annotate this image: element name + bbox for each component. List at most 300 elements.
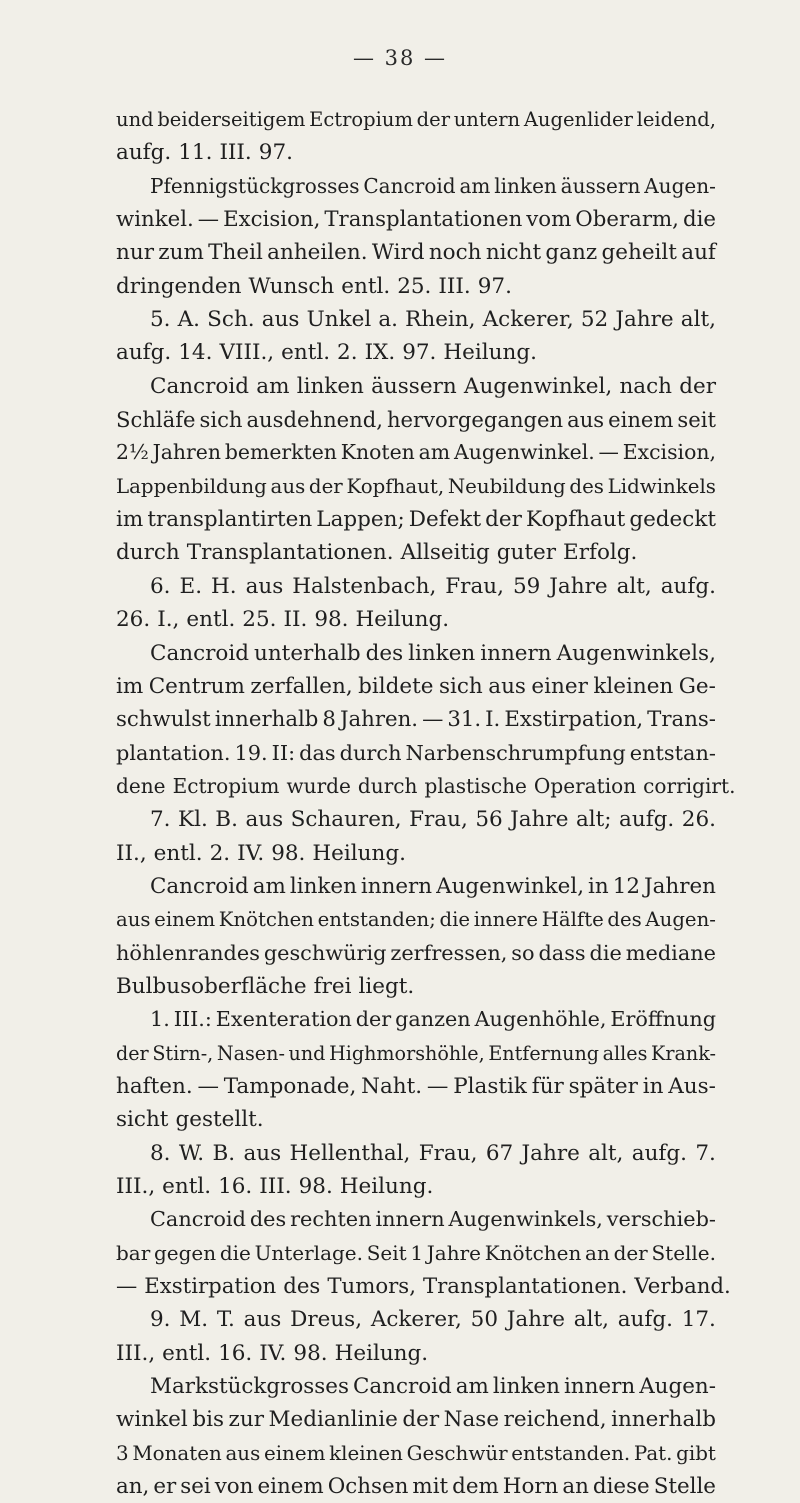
word: innern	[360, 873, 433, 899]
word: I.,	[157, 607, 180, 633]
word: des	[365, 640, 404, 666]
word: 50	[470, 1307, 498, 1333]
word: Wird	[371, 240, 425, 266]
word: Exstirpation,	[504, 707, 644, 733]
word: dass	[538, 940, 586, 965]
word: gegen	[153, 1240, 217, 1265]
text-line	[116, 1270, 731, 1303]
word: nach	[619, 373, 672, 399]
word: 8.	[150, 1140, 171, 1166]
word: corrigirt.	[643, 773, 736, 798]
word: Augenlider	[523, 108, 633, 131]
word: Oberarm,	[575, 207, 679, 233]
word: Horn	[502, 1474, 559, 1500]
word: entstanden.	[511, 1441, 631, 1465]
word: Pfennigstückgrosses	[150, 173, 360, 198]
word: Kopfhaut	[525, 507, 626, 533]
word: Jahre	[426, 1240, 481, 1265]
word: Centrum	[148, 673, 245, 699]
word: dem	[452, 1474, 499, 1500]
word: der	[402, 1407, 440, 1433]
word: Entfernung	[488, 1041, 600, 1065]
word: 7.	[150, 807, 171, 833]
text-line	[116, 336, 716, 369]
word: E.	[179, 573, 203, 599]
word: Lappenbildung	[116, 474, 267, 498]
word: M.	[179, 1307, 209, 1333]
word: Lidwinkels	[607, 474, 716, 498]
text-line	[116, 837, 716, 870]
word: Augen-	[644, 173, 716, 198]
word: 98.	[314, 607, 349, 633]
word: Jahre	[549, 573, 608, 599]
word: Heilung.	[312, 840, 406, 866]
text-line	[116, 303, 716, 336]
text-line	[116, 1137, 716, 1170]
word: entstan-	[629, 740, 716, 765]
word: nur	[116, 240, 154, 266]
word: Highmorshöhle,	[329, 1041, 485, 1065]
word: 8	[322, 707, 336, 733]
word: 25.	[397, 273, 432, 299]
text-line	[116, 270, 716, 303]
word: des	[283, 1274, 321, 1300]
word: Cancroid	[150, 640, 250, 666]
word: I.	[485, 707, 501, 733]
word: VIII.,	[219, 340, 275, 366]
word: 97.	[258, 140, 293, 166]
word: zerfallen,	[250, 673, 353, 699]
word: Theil	[208, 240, 263, 266]
word: Jahren	[644, 873, 716, 899]
word: äussern	[560, 173, 641, 198]
word: aus	[243, 1307, 282, 1333]
word: Knoten	[340, 440, 415, 465]
text-line	[116, 236, 716, 269]
word: 3	[116, 1441, 129, 1465]
word: Trans-	[647, 707, 716, 733]
word: Wunsch	[248, 273, 335, 299]
word: durch	[357, 773, 418, 798]
word: des	[569, 474, 604, 498]
word: 2.	[209, 840, 231, 866]
word: diese	[592, 1474, 650, 1500]
word: vom	[526, 207, 572, 233]
word: an	[585, 1240, 610, 1265]
word: Frau,	[409, 807, 468, 833]
word: zerfressen,	[390, 940, 508, 965]
word: für	[531, 1073, 564, 1099]
word: ganz	[545, 240, 598, 266]
word: die	[589, 940, 622, 965]
word: Sch.	[207, 307, 255, 333]
word: an,	[116, 1474, 150, 1500]
word: aus	[116, 908, 151, 932]
word: Ochsen	[327, 1474, 409, 1500]
word: III.	[219, 140, 252, 166]
word: aus	[243, 1140, 282, 1166]
word: noch	[428, 240, 482, 266]
word: anheilen.	[267, 240, 368, 266]
word: 2.	[337, 340, 358, 366]
word: T.	[216, 1307, 235, 1333]
word: aus	[261, 307, 300, 333]
word: gestellt.	[175, 1107, 264, 1133]
word: Lappen;	[316, 507, 405, 533]
word: ausdehnend,	[246, 407, 383, 433]
text-line	[116, 737, 716, 770]
word: Kopfhaut,	[346, 474, 445, 498]
word: leidend,	[636, 108, 716, 131]
word: unterhalb	[253, 640, 361, 666]
word: Frau,	[418, 1140, 478, 1166]
word: Augenwinkels,	[448, 1207, 603, 1232]
word: die	[219, 1240, 251, 1265]
word: 98.	[298, 1174, 333, 1199]
word: innere	[473, 908, 539, 932]
word: sich	[199, 407, 243, 433]
word: Augenhöhle,	[474, 1007, 607, 1032]
word: III.:	[173, 1007, 212, 1032]
text-line	[116, 1070, 716, 1103]
word: Augenwinkels,	[556, 640, 716, 666]
word: Krank-	[651, 1041, 716, 1065]
word: innern	[480, 640, 552, 666]
word: höhlenrandes	[116, 940, 260, 965]
text-line	[116, 436, 716, 469]
word: äussern	[371, 373, 457, 399]
word: IV.	[259, 1340, 287, 1366]
word: entl.	[186, 607, 236, 633]
word: Tumors,	[327, 1274, 416, 1300]
word: untern	[453, 108, 521, 131]
text-line	[116, 803, 716, 836]
word: 97.	[402, 340, 437, 366]
word: linken	[289, 873, 357, 899]
word: 7.	[695, 1140, 716, 1166]
word: in	[588, 873, 609, 899]
word: Excision,	[622, 440, 716, 465]
text-line	[116, 1337, 716, 1370]
text-line	[116, 570, 716, 603]
page-number: — 38 —	[352, 46, 448, 70]
word: aus	[270, 474, 306, 498]
word: Transplantationen.	[422, 1274, 628, 1300]
word: Unkel	[306, 307, 372, 333]
word: Knötchen	[218, 908, 314, 932]
text-line	[116, 503, 716, 536]
word: bis	[192, 1407, 224, 1433]
word: und	[116, 108, 154, 131]
word: am	[252, 873, 286, 899]
word: gibt	[676, 1441, 716, 1465]
word: bemerkten	[224, 440, 337, 465]
word: so	[511, 940, 535, 965]
word: Rhein,	[405, 307, 476, 333]
word: entl.	[153, 840, 203, 866]
word: B.	[212, 1140, 236, 1166]
word: einem	[154, 908, 216, 932]
word: Exstirpation	[144, 1274, 277, 1300]
word: am	[455, 1374, 489, 1400]
word: Jahren	[152, 440, 222, 465]
word: Jahre	[615, 307, 674, 333]
word: entl.	[281, 340, 331, 366]
word: Eröffnung	[610, 1007, 716, 1032]
text-line	[116, 403, 716, 436]
word: guter	[496, 540, 557, 566]
word: innerhalb	[214, 707, 319, 733]
text-line	[116, 1303, 716, 1336]
word: Cancroid	[150, 1207, 246, 1232]
word: 26.	[116, 607, 151, 633]
text-line	[116, 670, 716, 703]
word: aufg.	[116, 340, 172, 366]
word: schwulst	[116, 707, 211, 733]
text-line	[116, 1470, 716, 1503]
word: innern	[563, 1374, 636, 1400]
word: des	[249, 1207, 287, 1232]
word: Cancroid	[150, 873, 249, 899]
word: II.,	[116, 840, 147, 866]
word: geheilt	[601, 240, 677, 266]
word: Plastik	[453, 1073, 527, 1099]
word: —	[422, 707, 444, 733]
word: A.	[177, 307, 201, 333]
word: aufg.	[631, 1140, 687, 1166]
word: der	[485, 507, 522, 533]
word: III.,	[116, 1340, 156, 1366]
word: Nase	[443, 1407, 500, 1433]
word: H.	[211, 573, 237, 599]
word: 56	[475, 807, 503, 833]
word: am	[256, 373, 290, 399]
word: innerhalb	[611, 1407, 716, 1433]
word: des	[607, 908, 642, 932]
word: 17.	[681, 1307, 716, 1333]
word: hervorgegangen	[386, 407, 564, 433]
word: 26.	[681, 807, 716, 833]
word: dringenden	[116, 273, 242, 299]
word: plastische	[424, 773, 527, 798]
word: Transplantationen	[324, 207, 523, 233]
text-line	[116, 136, 716, 169]
word: später	[568, 1073, 638, 1099]
word: Ge-	[678, 673, 716, 699]
text-line	[116, 1237, 716, 1270]
word: III.	[438, 273, 471, 299]
word: innern	[375, 1207, 445, 1232]
word: winkel.	[116, 207, 194, 233]
text-line	[116, 203, 716, 236]
word: an	[562, 1474, 589, 1500]
word: nicht	[485, 240, 542, 266]
word: —	[197, 207, 220, 233]
word: Nasen-	[216, 1041, 285, 1065]
word: Stelle.	[651, 1240, 716, 1265]
word: 11.	[178, 140, 213, 166]
word: zum	[158, 240, 204, 266]
word: einem	[608, 407, 674, 433]
word: Halstenbach,	[292, 573, 437, 599]
word: Augenwinkel,	[436, 873, 585, 899]
word: Narbenschrumpfung	[405, 740, 626, 765]
text-line	[116, 370, 716, 403]
word: aus	[488, 673, 526, 699]
word: Augen-	[639, 1374, 716, 1400]
word: Neubildung	[447, 474, 566, 498]
word: Ectropium	[309, 108, 413, 131]
word: seit	[677, 407, 716, 433]
word: 31.	[447, 707, 482, 733]
word: und	[288, 1041, 326, 1065]
word: Knötchen	[484, 1240, 582, 1265]
word: III.	[259, 1174, 292, 1199]
word: wurde	[286, 773, 351, 798]
word: transplantirten	[147, 507, 313, 533]
word: dene	[116, 773, 166, 798]
word: linken	[296, 373, 364, 399]
word: bar	[116, 1240, 151, 1265]
word: kleinen	[593, 673, 674, 699]
word: aufg.	[660, 573, 716, 599]
word: sicht	[116, 1107, 169, 1133]
word: der	[613, 1240, 648, 1265]
word: Medianlinie	[268, 1407, 398, 1433]
word: Allseitig	[400, 540, 490, 566]
word: Ectropium	[172, 773, 280, 798]
text-line	[116, 970, 716, 1003]
word: —	[426, 1073, 449, 1099]
word: Schläfe	[116, 407, 196, 433]
word: Excision,	[223, 207, 321, 233]
word: aus	[245, 573, 284, 599]
word: 12	[612, 873, 640, 899]
word: II.	[283, 607, 308, 633]
word: alt,	[573, 1307, 609, 1333]
word: der	[355, 1007, 392, 1032]
word: —	[116, 1274, 138, 1300]
word: winkel	[116, 1407, 188, 1433]
word: Cancroid	[363, 173, 456, 198]
word: frei	[313, 973, 352, 999]
word: Cancroid	[150, 373, 250, 399]
word: Aus-	[668, 1073, 716, 1099]
text-line	[116, 1203, 716, 1236]
word: der	[416, 108, 451, 131]
word: Jahre	[510, 807, 569, 833]
word: Augenwinkel.	[453, 440, 595, 465]
word: sich	[438, 673, 483, 699]
word: 25.	[242, 607, 277, 633]
word: einem	[263, 1441, 326, 1465]
word: IV.	[237, 840, 265, 866]
text-line	[116, 470, 716, 503]
word: linken	[408, 640, 476, 666]
word: Verband.	[634, 1274, 731, 1300]
word: Schauren,	[290, 807, 402, 833]
word: Stelle	[653, 1474, 716, 1500]
word: aus	[245, 807, 284, 833]
word: am	[418, 440, 451, 465]
word: kleinen	[329, 1441, 403, 1465]
word: 2½	[116, 440, 149, 465]
word: durch	[116, 540, 180, 566]
word: Jahren.	[339, 707, 419, 733]
word: auf	[681, 240, 716, 266]
text-line	[116, 1170, 716, 1203]
word: Frau,	[445, 573, 504, 599]
word: alt,	[680, 307, 716, 333]
word: aufg.	[619, 807, 675, 833]
word: die	[682, 207, 716, 233]
word: aufg.	[617, 1307, 673, 1333]
word: Markstückgrosses	[150, 1374, 349, 1400]
word: verschieb-	[606, 1207, 716, 1232]
text-line	[116, 103, 716, 136]
word: Cancroid	[353, 1374, 452, 1400]
word: 16.	[218, 1340, 253, 1366]
word: linken	[492, 1374, 560, 1400]
word: Augenwinkel,	[463, 373, 613, 399]
word: der	[679, 373, 716, 399]
word: Seit	[366, 1240, 407, 1265]
word: Transplantationen.	[186, 540, 394, 566]
word: Defekt	[408, 507, 482, 533]
word: in	[642, 1073, 664, 1099]
word: Jahre	[506, 1307, 566, 1333]
word: B.	[215, 807, 238, 833]
word: alt,	[588, 1140, 624, 1166]
word: entl.	[341, 273, 391, 299]
word: reichend,	[503, 1407, 607, 1433]
word: —	[197, 1073, 219, 1099]
word: zur	[228, 1407, 264, 1433]
word: aus	[225, 1441, 261, 1465]
word: der	[308, 474, 343, 498]
text-line	[116, 536, 716, 569]
word: gedeckt	[629, 507, 716, 533]
word: —	[598, 440, 619, 465]
word: 6.	[150, 573, 171, 599]
word: am	[459, 173, 491, 198]
word: beiderseitigem	[157, 108, 306, 131]
text-line	[116, 637, 716, 670]
word: Erfolg.	[563, 540, 638, 566]
word: 67	[485, 1140, 514, 1166]
word: Hälfte	[541, 908, 604, 932]
text-line	[116, 870, 716, 903]
word: Augen-	[645, 908, 716, 932]
word: liegt.	[358, 973, 415, 999]
word: haften.	[116, 1073, 193, 1099]
word: Bulbusoberfläche	[116, 973, 307, 999]
word: III.,	[116, 1174, 156, 1199]
word: a.	[378, 307, 399, 333]
word: entstanden;	[317, 908, 436, 932]
body-text	[116, 103, 736, 1503]
word: IX.	[364, 340, 396, 366]
text-line	[116, 1437, 716, 1470]
word: sei	[180, 1474, 211, 1500]
word: 1.	[150, 1007, 170, 1032]
word: Dreus,	[290, 1307, 363, 1333]
text-line	[116, 1403, 716, 1436]
word: Tamponade,	[223, 1073, 357, 1099]
word: aufg.	[116, 140, 172, 166]
word: 59	[512, 573, 541, 599]
word: 5.	[150, 307, 171, 333]
